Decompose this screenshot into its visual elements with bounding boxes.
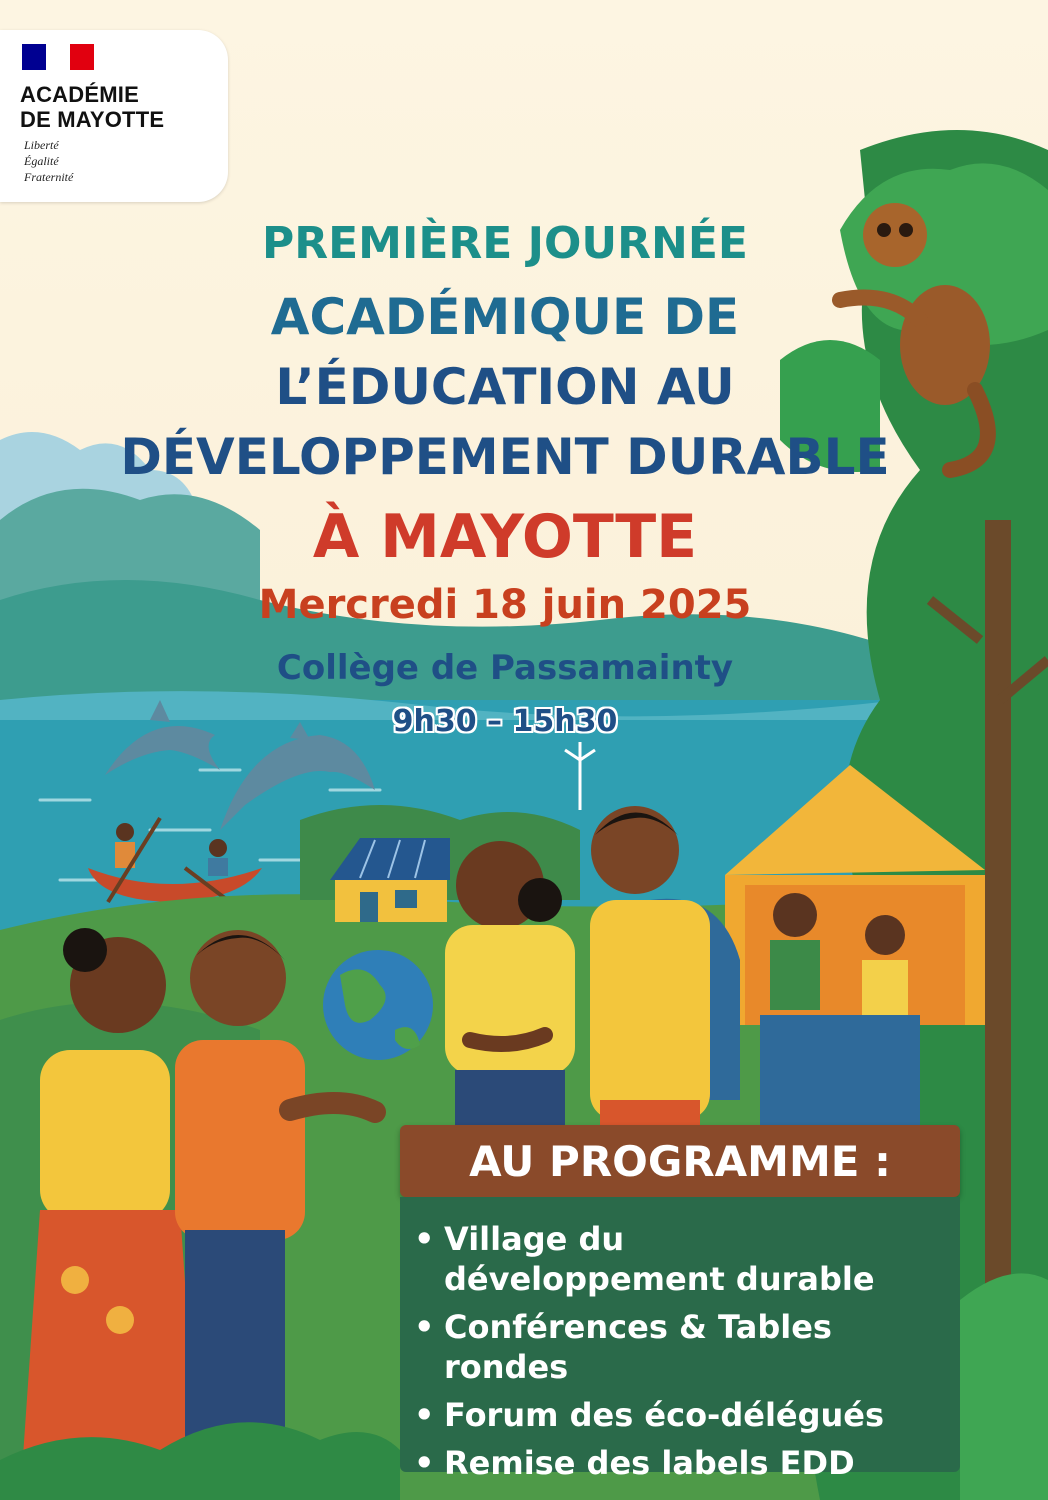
program-title: AU PROGRAMME : — [469, 1137, 891, 1186]
academie-name — [20, 82, 164, 132]
program-item: • Forum des éco-délégués — [414, 1395, 960, 1435]
globe-icon — [323, 950, 433, 1060]
program-panel — [400, 1197, 960, 1482]
marianne-flag-icon — [22, 44, 94, 70]
event-place: Collège de Passamainty — [276, 648, 734, 688]
program-header — [400, 1125, 960, 1197]
motto-fraternite: Fraternité — [24, 170, 74, 184]
motto-liberte: Liberté — [24, 138, 59, 152]
event-date: Mercredi 18 juin 2025 — [258, 582, 752, 628]
motto-egalite: Égalité — [24, 154, 59, 168]
title-line-4: DÉVELOPPEMENT DURABLE — [120, 428, 890, 486]
title-line-1: PREMIÈRE JOURNÉE — [262, 218, 748, 269]
title-line-2: ACADÉMIQUE DE — [270, 288, 740, 346]
academie-name-line-1: ACADÉMIE — [20, 82, 139, 107]
event-hours: 9h30 – 15h30 — [392, 704, 618, 739]
program-item: • Remise des labels EDD — [414, 1443, 960, 1483]
academie-name-line-2: DE MAYOTTE — [20, 107, 165, 132]
program-list — [414, 1219, 960, 1491]
title-line-3: L’ÉDUCATION AU — [275, 358, 735, 416]
academie-logo — [0, 30, 228, 202]
program-item: • Conférences & Tables rondes — [414, 1307, 960, 1387]
title-location: À MAYOTTE — [312, 502, 698, 572]
program-item: • Village du développement durable — [414, 1219, 914, 1299]
